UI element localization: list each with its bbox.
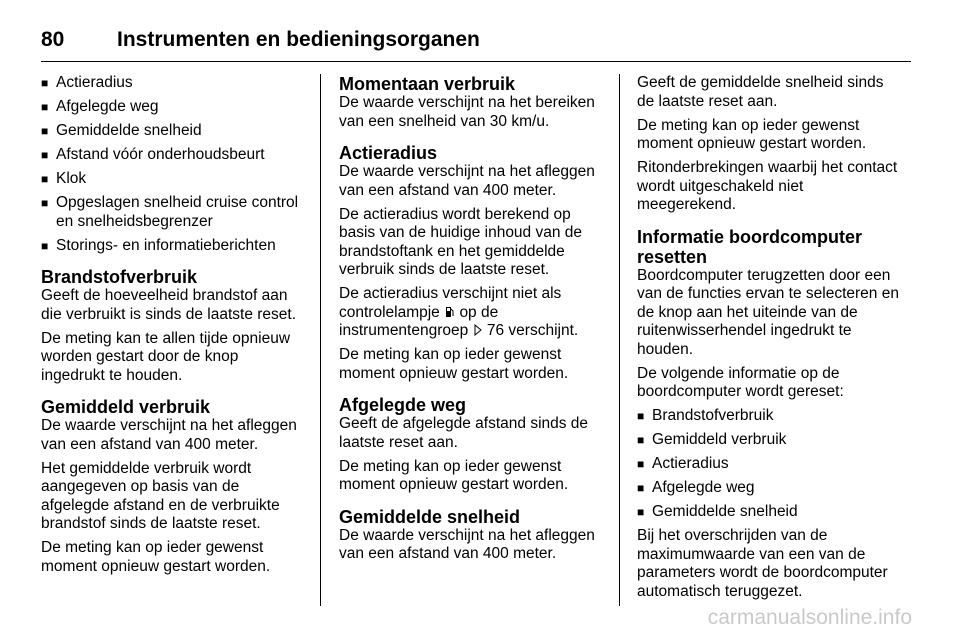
paragraph: Geeft de gemiddelde snelheid sinds de laatste reset aan. [637, 74, 884, 110]
bullet-icon: ■ [637, 457, 645, 471]
list-item: ■ Gemiddeld verbruik [637, 431, 787, 448]
list-item: ■ Actieradius [637, 455, 729, 472]
bullet-icon: ■ [41, 196, 49, 210]
page-title: Instrumenten en bedieningsorganen [117, 28, 480, 51]
bullet-icon: ■ [637, 505, 645, 519]
section-heading-gemiddeld-verbruik: Gemiddeld verbruik [41, 397, 211, 417]
list-item: ■ Actieradius [41, 74, 133, 91]
header-rule [41, 61, 911, 62]
feature-list [41, 74, 304, 255]
paragraph: Geeft de hoeveelheid brandstof aan die verbruikt is sinds de laatste reset. [41, 287, 297, 323]
paragraph: Het gemiddelde verbruik wordt aangegeven op basis van de afgelegde afstand en de verbruikte brandstof sinds de laatste reset. [41, 459, 280, 532]
bullet-icon: ■ [41, 76, 49, 90]
list-item: ■ Klok [41, 170, 87, 187]
paragraph: De meting kan te allen tijde opnieuw worden gestart door de knop ingedrukt te houden. [41, 329, 291, 384]
list-item: ■ Afstand vóór onderhoudsbeurt [41, 146, 265, 163]
paragraph: Boordcomputer terugzetten door een van de functies ervan te selecteren en de knop aan het uiteinde van de ruitenwisserhendel ingedrukt te houden. [637, 266, 899, 358]
list-item: ■ Opgeslagen snelheid cruise control en snelheidsbegrenzer [41, 194, 299, 230]
page-reference-link[interactable]: 76 verschijnt. [486, 322, 579, 339]
reset-list [637, 407, 901, 522]
section-heading-gemiddelde-snelheid: Gemiddelde snelheid [339, 506, 521, 527]
bullet-icon: ■ [637, 481, 645, 495]
column-left [41, 74, 304, 582]
paragraph: Bij het overschrijden van de maximumwaarde van een van de parameters wordt de boordcomputer automatisch teruggezet. [637, 527, 888, 600]
list-item: ■ Storings- en informatieberichten [41, 236, 276, 254]
column-right [637, 74, 901, 607]
paragraph: De meting kan op ieder gewenst moment opnieuw gestart worden. [339, 346, 569, 382]
paragraph: De waarde verschijnt na het afleggen van een afstand van 400 meter. [339, 526, 595, 562]
section-heading-momentaan-verbruik: Momentaan verbruik [339, 74, 516, 94]
paragraph: Ritonderbrekingen waarbij het contact wordt uitgeschakeld niet meegerekend. [637, 159, 898, 213]
bullet-icon: ■ [41, 124, 49, 138]
bullet-icon: ■ [41, 100, 49, 114]
list-item: ■ Brandstofverbruik [637, 407, 774, 424]
section-heading-informatie-resetten: Informatie boordcomputer resetten [637, 226, 863, 267]
bullet-icon: ■ [637, 433, 645, 447]
bullet-icon: ■ [41, 172, 49, 186]
paragraph: De meting kan op ieder gewenst moment opnieuw gestart worden. [339, 457, 569, 493]
list-item: ■ Gemiddelde snelheid [637, 503, 798, 520]
bullet-icon: ■ [41, 238, 49, 253]
paragraph: De meting kan op ieder gewenst moment opnieuw gestart worden. [637, 116, 867, 152]
page-number: 80 [41, 28, 65, 51]
paragraph: De actieradius verschijnt niet als controlelampje op de instrumentengroep 76 verschijnt. [339, 285, 579, 339]
paragraph: De waarde verschijnt na het afleggen van een afstand van 400 meter. [339, 163, 595, 199]
section-heading-actieradius: Actieradius [339, 143, 438, 163]
column-middle [339, 74, 603, 569]
paragraph: Geeft de afgelegde afstand sinds de laatste reset aan. [339, 415, 589, 451]
paragraph: De waarde verschijnt na het bereiken van een snelheid van 30 km/u. [339, 94, 595, 130]
paragraph: De meting kan op ieder gewenst moment opnieuw gestart worden. [41, 539, 271, 575]
section-heading-afgelegde-weg: Afgelegde weg [339, 395, 467, 415]
list-item: ■ Afgelegde weg [41, 98, 159, 115]
column-separator [619, 74, 620, 606]
column-separator [320, 74, 321, 606]
list-item: ■ Afgelegde weg [637, 479, 755, 496]
reference-triangle-icon[interactable] [474, 324, 482, 336]
watermark: carmanualsonline.info [707, 606, 912, 629]
paragraph: De actieradius wordt berekend op basis van de huidige inhoud van de brandstoftank en het gemiddelde verbruik sinds de laatste reset. [339, 205, 583, 278]
paragraph: De volgende informatie op de boordcomputer wordt gereset: [637, 364, 844, 400]
list-item: ■ Gemiddelde snelheid [41, 122, 202, 139]
bullet-icon: ■ [41, 148, 49, 162]
fuel-lamp-icon [445, 306, 454, 318]
section-heading-brandstofverbruik: Brandstofverbruik [41, 267, 198, 287]
paragraph: De waarde verschijnt na het afleggen van een afstand van 400 meter. [41, 417, 297, 453]
page-header [41, 20, 911, 60]
bullet-icon: ■ [637, 409, 645, 423]
